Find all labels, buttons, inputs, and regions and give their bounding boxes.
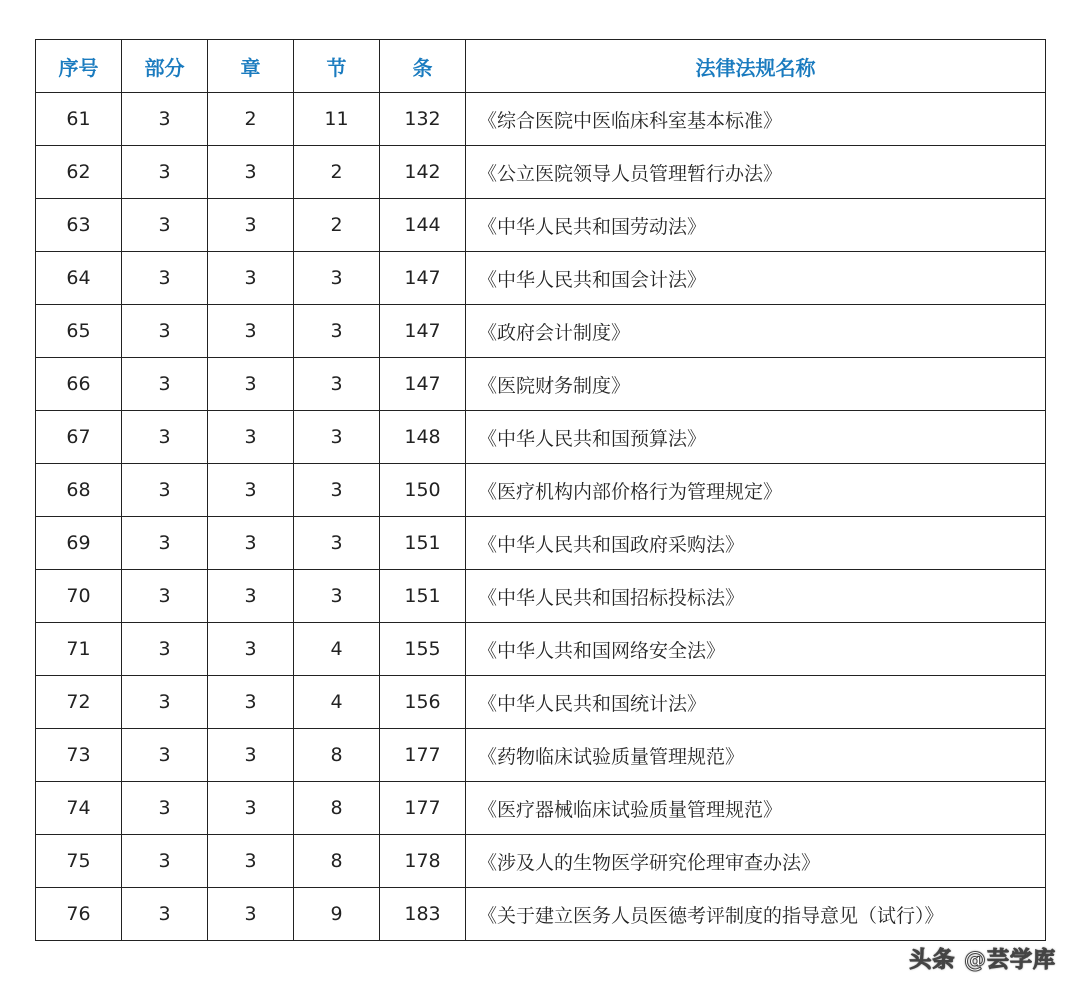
- cell-law-name: 《中华人民共和国统计法》: [466, 676, 1046, 729]
- table-row: [36, 93, 1046, 146]
- cell-index: 74: [36, 782, 122, 835]
- cell-chapter: 3: [208, 782, 294, 835]
- cell-law-name: 《医院财务制度》: [466, 358, 1046, 411]
- cell-law-name: 《综合医院中医临床科室基本标准》: [466, 93, 1046, 146]
- cell-law-name: 《医疗机构内部价格行为管理规定》: [466, 464, 1046, 517]
- col-header-section: 节: [294, 40, 380, 93]
- table-row: [36, 305, 1046, 358]
- cell-law-name: 《中华人民共和国会计法》: [466, 252, 1046, 305]
- cell-chapter: 3: [208, 358, 294, 411]
- table-row: [36, 252, 1046, 305]
- table-row: [36, 199, 1046, 252]
- cell-chapter: 3: [208, 835, 294, 888]
- cell-law-name: 《药物临床试验质量管理规范》: [466, 729, 1046, 782]
- col-header-index: 序号: [36, 40, 122, 93]
- laws-table: [35, 39, 1046, 941]
- cell-part: 3: [122, 305, 208, 358]
- cell-section: 3: [294, 517, 380, 570]
- cell-law-name: 《中华人共和国网络安全法》: [466, 623, 1046, 676]
- cell-section: 4: [294, 623, 380, 676]
- cell-chapter: 3: [208, 464, 294, 517]
- cell-chapter: 3: [208, 676, 294, 729]
- cell-law-name: 《政府会计制度》: [466, 305, 1046, 358]
- cell-part: 3: [122, 93, 208, 146]
- cell-article: 147: [380, 358, 466, 411]
- col-header-part: 部分: [122, 40, 208, 93]
- cell-index: 66: [36, 358, 122, 411]
- cell-part: 3: [122, 464, 208, 517]
- cell-article: 177: [380, 782, 466, 835]
- cell-index: 64: [36, 252, 122, 305]
- cell-section: 11: [294, 93, 380, 146]
- table-row: [36, 888, 1046, 941]
- cell-chapter: 3: [208, 729, 294, 782]
- cell-chapter: 2: [208, 93, 294, 146]
- table-row: [36, 146, 1046, 199]
- cell-index: 61: [36, 93, 122, 146]
- table-row: [36, 782, 1046, 835]
- cell-law-name: 《公立医院领导人员管理暂行办法》: [466, 146, 1046, 199]
- cell-article: 147: [380, 252, 466, 305]
- cell-article: 151: [380, 570, 466, 623]
- cell-part: 3: [122, 782, 208, 835]
- cell-index: 63: [36, 199, 122, 252]
- cell-index: 76: [36, 888, 122, 941]
- cell-part: 3: [122, 729, 208, 782]
- cell-article: 150: [380, 464, 466, 517]
- cell-law-name: 《医疗器械临床试验质量管理规范》: [466, 782, 1046, 835]
- cell-section: 9: [294, 888, 380, 941]
- cell-part: 3: [122, 199, 208, 252]
- cell-article: 142: [380, 146, 466, 199]
- col-header-article: 条: [380, 40, 466, 93]
- table-row: [36, 464, 1046, 517]
- cell-article: 144: [380, 199, 466, 252]
- cell-part: 3: [122, 888, 208, 941]
- cell-article: 132: [380, 93, 466, 146]
- cell-section: 3: [294, 358, 380, 411]
- cell-law-name: 《中华人民共和国预算法》: [466, 411, 1046, 464]
- cell-index: 71: [36, 623, 122, 676]
- cell-part: 3: [122, 252, 208, 305]
- cell-article: 148: [380, 411, 466, 464]
- cell-law-name: 《关于建立医务人员医德考评制度的指导意见（试行）》: [466, 888, 1046, 941]
- cell-article: 155: [380, 623, 466, 676]
- cell-section: 3: [294, 305, 380, 358]
- cell-index: 69: [36, 517, 122, 570]
- cell-section: 4: [294, 676, 380, 729]
- cell-chapter: 3: [208, 888, 294, 941]
- cell-chapter: 3: [208, 252, 294, 305]
- cell-section: 3: [294, 570, 380, 623]
- cell-chapter: 3: [208, 199, 294, 252]
- cell-section: 2: [294, 199, 380, 252]
- cell-section: 3: [294, 464, 380, 517]
- cell-index: 72: [36, 676, 122, 729]
- cell-section: 8: [294, 782, 380, 835]
- cell-law-name: 《涉及人的生物医学研究伦理审查办法》: [466, 835, 1046, 888]
- cell-chapter: 3: [208, 305, 294, 358]
- cell-article: 183: [380, 888, 466, 941]
- cell-index: 73: [36, 729, 122, 782]
- cell-article: 147: [380, 305, 466, 358]
- cell-index: 70: [36, 570, 122, 623]
- table-row: [36, 729, 1046, 782]
- cell-part: 3: [122, 517, 208, 570]
- table-row: [36, 570, 1046, 623]
- cell-law-name: 《中华人民共和国招标投标法》: [466, 570, 1046, 623]
- cell-section: 8: [294, 729, 380, 782]
- cell-chapter: 3: [208, 570, 294, 623]
- watermark: 头条 @芸学库: [909, 948, 1056, 973]
- cell-chapter: 3: [208, 623, 294, 676]
- cell-part: 3: [122, 358, 208, 411]
- cell-article: 177: [380, 729, 466, 782]
- cell-part: 3: [122, 411, 208, 464]
- cell-index: 75: [36, 835, 122, 888]
- cell-part: 3: [122, 146, 208, 199]
- cell-article: 178: [380, 835, 466, 888]
- cell-part: 3: [122, 835, 208, 888]
- cell-section: 3: [294, 252, 380, 305]
- cell-article: 151: [380, 517, 466, 570]
- cell-section: 8: [294, 835, 380, 888]
- cell-law-name: 《中华人民共和国劳动法》: [466, 199, 1046, 252]
- table-row: [36, 411, 1046, 464]
- cell-index: 65: [36, 305, 122, 358]
- cell-part: 3: [122, 623, 208, 676]
- cell-section: 3: [294, 411, 380, 464]
- cell-law-name: 《中华人民共和国政府采购法》: [466, 517, 1046, 570]
- table-row: [36, 358, 1046, 411]
- table-row: [36, 517, 1046, 570]
- table-row: [36, 676, 1046, 729]
- cell-part: 3: [122, 676, 208, 729]
- cell-article: 156: [380, 676, 466, 729]
- header-row: [36, 40, 1046, 93]
- cell-section: 2: [294, 146, 380, 199]
- table-row: [36, 623, 1046, 676]
- col-header-law-name: 法律法规名称: [466, 40, 1046, 93]
- table-row: [36, 835, 1046, 888]
- cell-chapter: 3: [208, 411, 294, 464]
- col-header-chapter: 章: [208, 40, 294, 93]
- cell-index: 67: [36, 411, 122, 464]
- cell-chapter: 3: [208, 146, 294, 199]
- cell-index: 62: [36, 146, 122, 199]
- cell-index: 68: [36, 464, 122, 517]
- cell-part: 3: [122, 570, 208, 623]
- cell-chapter: 3: [208, 517, 294, 570]
